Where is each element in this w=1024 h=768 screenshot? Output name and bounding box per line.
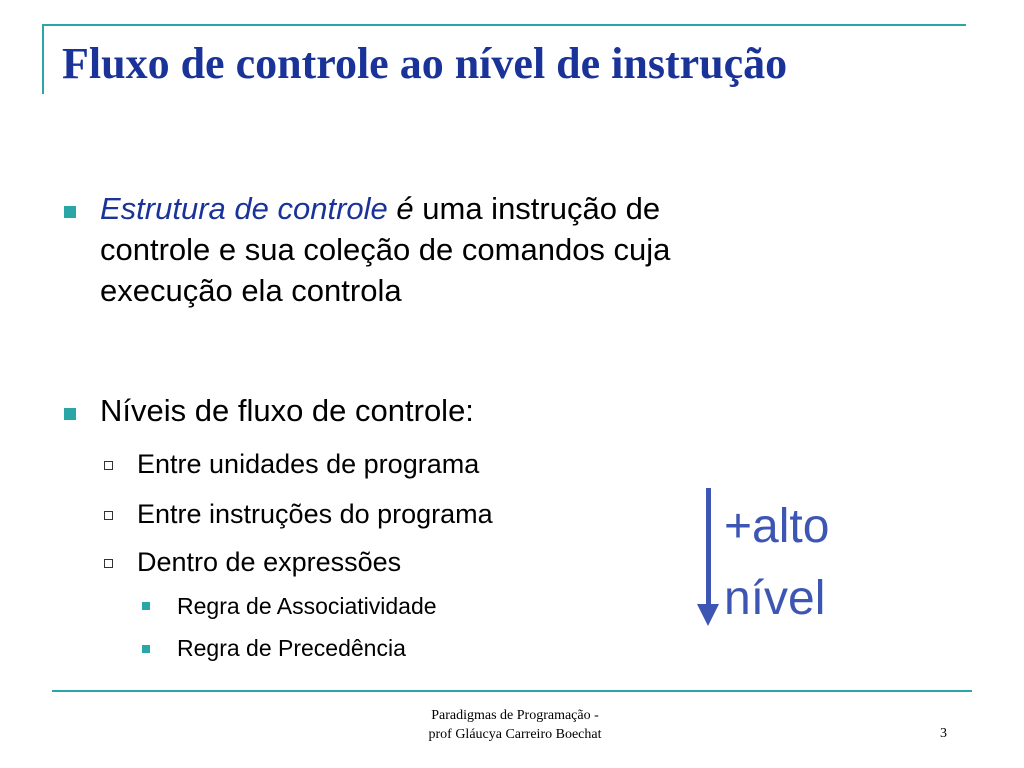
sub-bullet-statements: Entre instruções do programa bbox=[137, 499, 493, 529]
sub-sub-bullet-marker bbox=[142, 602, 150, 610]
bullet-definition bbox=[100, 188, 940, 311]
down-arrow-shaft bbox=[706, 488, 711, 606]
slide-title: Fluxo de controle ao nível de instrução bbox=[62, 39, 788, 88]
level-hint-top: +alto bbox=[724, 500, 830, 553]
sub-sub-bullet-marker bbox=[142, 645, 150, 653]
page-number: 3 bbox=[940, 726, 947, 741]
level-hint-bottom: nível bbox=[724, 572, 826, 625]
sub-bullet-marker bbox=[104, 559, 113, 568]
bullet-marker bbox=[64, 206, 76, 218]
definition-term: Estrutura de controle bbox=[100, 191, 388, 226]
bullet-marker bbox=[64, 408, 76, 420]
sub-bullet-expressions: Dentro de expressões bbox=[137, 547, 402, 577]
footer-author: prof Gláucya Carreiro Boechat bbox=[428, 727, 602, 742]
definition-verb: é bbox=[396, 191, 414, 226]
definition-line-1 bbox=[100, 188, 940, 229]
top-border-line bbox=[42, 24, 966, 26]
sub-sub-bullet-precedence: Regra de Precedência bbox=[177, 635, 406, 661]
sub-sub-bullet-associativity: Regra de Associatividade bbox=[177, 593, 437, 619]
footer-divider bbox=[52, 690, 972, 692]
down-arrow-icon bbox=[697, 604, 719, 626]
left-border-line bbox=[42, 24, 44, 94]
definition-text: uma instrução de bbox=[422, 191, 661, 226]
bullet-levels: Níveis de fluxo de controle: bbox=[100, 393, 474, 428]
footer-course: Paradigmas de Programação - bbox=[431, 708, 599, 723]
sub-bullet-marker bbox=[104, 511, 113, 520]
definition-line-3: execução ela controla bbox=[100, 273, 402, 308]
sub-bullet-marker bbox=[104, 461, 113, 470]
sub-bullet-units: Entre unidades de programa bbox=[137, 449, 480, 479]
footer-text bbox=[350, 706, 680, 744]
definition-line-2: controle e sua coleção de comandos cuja bbox=[100, 232, 671, 267]
